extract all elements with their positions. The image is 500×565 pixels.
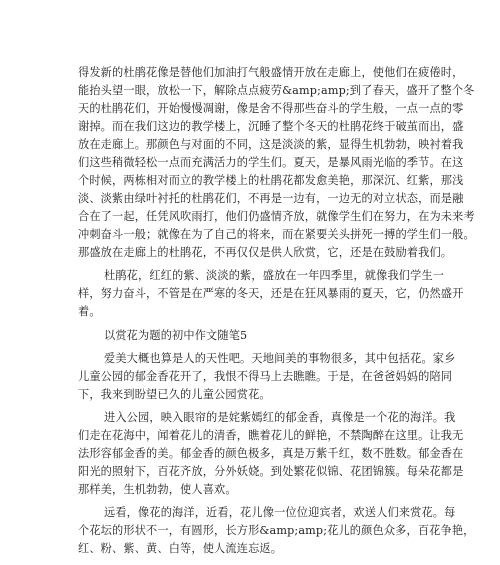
paragraph-line: 法形容郁金香的美。郁金香的颜色极多，真是万紫千红，数不胜数。郁金香在 bbox=[78, 446, 464, 460]
paragraph-line: 阳光的照射下，百花齐放，分外妖娆。到处繁花似锦、花团锦簇。每朵花都是 bbox=[78, 464, 464, 478]
paragraph-line: 爱美大概也算是人的天性吧。天地间美的事物很多，其中包括花。家乡 bbox=[104, 351, 456, 365]
paragraph-line: 合在了一起，任凭风吹雨打，他们仍盛情齐放，就像学生们在努力，在为未来考 bbox=[78, 209, 475, 223]
paragraph-line: 着。 bbox=[78, 304, 101, 318]
paragraph-line: 儿童公园的郁金香花开了，我恨不得马上去瞧瞧。于是，在爸爸妈妈的陪同 bbox=[78, 369, 453, 383]
paragraph-line: 们走在花海中，闻着花儿的清香，瞧着花儿的鲜艳，不禁陶醉在这里。让我无 bbox=[78, 428, 464, 442]
paragraph-line: 天的杜鹃花们，开始慢慢凋谢，像是舍不得那些奋斗的学生般，一点一点的零 bbox=[78, 101, 464, 115]
paragraph-line: 那盛放在走廊上的杜鹃花，不再仅仅是供人欣赏，它，还是在鼓励着我们。 bbox=[78, 245, 453, 259]
paragraph-line: 冲刺奋斗一般；就像在为了自己的将来，而在紧要关头拼死一搏的学生们一般。 bbox=[78, 227, 475, 241]
paragraph-line: 进入公园，映入眼帘的是姹紫嫣红的郁金香，真像是一个花的海洋。我 bbox=[104, 410, 456, 424]
paragraph-line: 能抬头望一眼，放松一下，解除点点疲劳&amp;amp;到了春天，盛开了整个冬 bbox=[78, 83, 475, 97]
paragraph-line: 得发新的杜鹃花像是替他们加油打气般盛情开放在走廊上，使他们在疲倦时， bbox=[78, 66, 464, 79]
section-heading: 以赏花为题的初中作文随笔5 bbox=[104, 329, 248, 342]
paragraph-line: 远看，像花的海洋，近看，花儿像一位位迎宾者，欢送人们来赏花。每 bbox=[104, 506, 456, 520]
paragraph-line: 个花坛的形状不一，有圆形，长方形&amp;amp;花儿的颜色众多，百花争艳， bbox=[78, 524, 475, 538]
paragraph-line: 淡、淡紫由绿叶衬托的杜鹃花们，不再是一边有，一边无的对立状态，而是融 bbox=[78, 191, 464, 205]
paragraph-line: 放在走廊上。那颜色与对面的不同，这是淡淡的紫，显得生机勃勃，映衬着我 bbox=[78, 137, 464, 151]
paragraph-line: 谢掉。而在我们这边的教学楼上，沉睡了整个冬天的杜鹃花终于破茧而出，盛 bbox=[78, 119, 464, 133]
paragraph-line: 红、粉、紫、黄、白等，使人流连忘返。 bbox=[78, 542, 283, 555]
paragraph-line: 们这些稍微轻松一点而充满活力的学生们。夏天，是暴风雨光临的季节。在这 bbox=[78, 155, 464, 169]
paragraph-line: 杜鹃花，红红的紫、淡淡的紫，盛放在一年四季里，就像我们学生一 bbox=[104, 268, 445, 282]
paragraph-line: 样，努力奋斗，不管是在严寒的冬天，还是在狂风暴雨的夏天，它，仍然盛开 bbox=[78, 286, 464, 300]
paragraph-line: 那样美，生机勃勃，使人喜欢。 bbox=[78, 482, 237, 496]
paragraph-line: 个时候，两栋相对而立的教学楼上的杜鹃花都发愈美艳，那深沉、红紫，那浅 bbox=[78, 173, 464, 187]
paragraph-line: 下，我来到盼望已久的儿童公园赏花。 bbox=[78, 387, 271, 401]
